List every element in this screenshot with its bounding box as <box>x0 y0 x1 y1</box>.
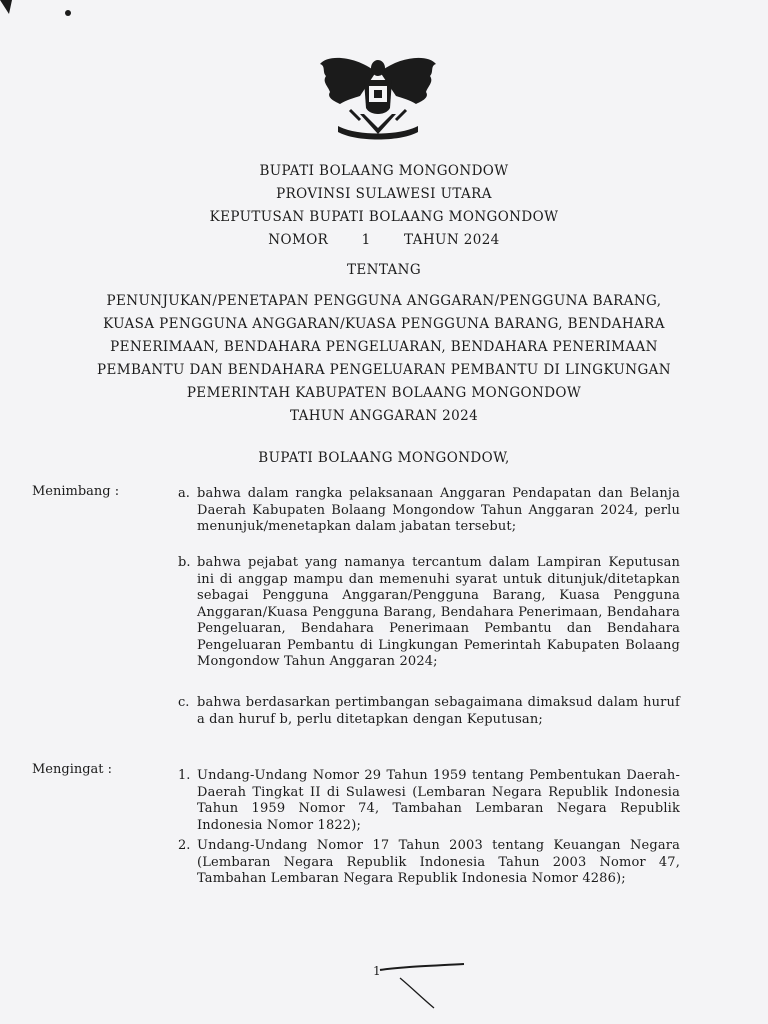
item-marker: b. <box>178 555 191 570</box>
garuda-emblem-icon <box>316 50 440 146</box>
nomor-line <box>0 232 768 248</box>
header-line-1: BUPATI BOLAANG MONGONDOW <box>259 163 509 179</box>
item-text: bahwa berdasarkan pertimbangan sebagaimana dimaksud dalam huruf a dan huruf b, perlu ditetapkan dengan Keputusan; <box>197 695 680 727</box>
page-mark: 1 <box>373 964 381 978</box>
item-text: bahwa dalam rangka pelaksanaan Anggaran Pendapatan dan Belanja Daerah Kabupaten Bolaang Mongondow Tahun Anggaran 2024, perlu menunjuk/menetapkan dalam jabatan tersebut; <box>197 486 680 534</box>
menimbang-label: Menimbang : <box>32 484 120 499</box>
nomor-value: 1 <box>361 232 371 248</box>
header-line-3: KEPUTUSAN BUPATI BOLAANG MONGONDOW <box>209 209 559 225</box>
mengingat-label: Mengingat : <box>32 762 113 777</box>
item-marker: 2. <box>178 838 191 853</box>
item-marker: 1. <box>178 768 191 783</box>
title-line-5: PEMERINTAH KABUPATEN BOLAANG MONGONDOW <box>186 385 582 401</box>
nomor-label: NOMOR <box>268 232 329 248</box>
bupati-heading: BUPATI BOLAANG MONGONDOW, <box>258 450 510 466</box>
scan-marks <box>0 0 80 20</box>
tahun-label: TAHUN 2024 <box>404 232 500 248</box>
item-marker: a. <box>178 486 190 501</box>
item-text: bahwa pejabat yang namanya tercantum dalam Lampiran Keputusan ini di anggap mampu dan memenuhi syarat untuk ditunjuk/ditetapkan sebagai Pengguna Anggaran/Pengguna Barang, Kuasa Pengguna Anggaran/Kuasa Pengguna Barang, Bendahara Penerimaan, Bendahara Pengeluaran, Bendahara Penerimaan Pembantu dan Bendahara Pengeluaran Pembantu di Lingkungan Pemerintah Kabupaten Bolaang Mongondow Tahun Anggaran 2024; <box>197 555 680 669</box>
title-line-6: TAHUN ANGGARAN 2024 <box>289 408 479 424</box>
title-line-1: PENUNJUKAN/PENETAPAN PENGGUNA ANGGARAN/PENGGUNA BARANG, <box>106 293 662 309</box>
item-text: Undang-Undang Nomor 29 Tahun 1959 tentang Pembentukan Daerah-Daerah Tingkat II di Sulawesi (Lembaran Negara Republik Indonesia Tahun 1959 Nomor 74, Tambahan Lembaran Negara Republik Indonesia Nomor 1822); <box>197 768 680 833</box>
header-line-2: PROVINSI SULAWESI UTARA <box>276 186 492 202</box>
item-text: Undang-Undang Nomor 17 Tahun 2003 tentang Keuangan Negara (Lembaran Negara Republik Indonesia Tahun 2003 Nomor 47, Tambahan Lembaran Negara Republik Indonesia Nomor 4286); <box>197 838 680 886</box>
title-line-4: PEMBANTU DAN BENDAHARA PENGELUARAN PEMBANTU DI LINGKUNGAN <box>96 362 672 378</box>
tentang-heading: TENTANG <box>346 262 422 278</box>
title-line-3: PENERIMAAN, BENDAHARA PENGELUARAN, BENDAHARA PENERIMAAN <box>110 339 658 355</box>
title-line-2: KUASA PENGGUNA ANGGARAN/KUASA PENGGUNA BARANG, BENDAHARA <box>103 316 665 332</box>
item-marker: c. <box>178 695 190 710</box>
paraf-signature-icon <box>378 958 468 1018</box>
